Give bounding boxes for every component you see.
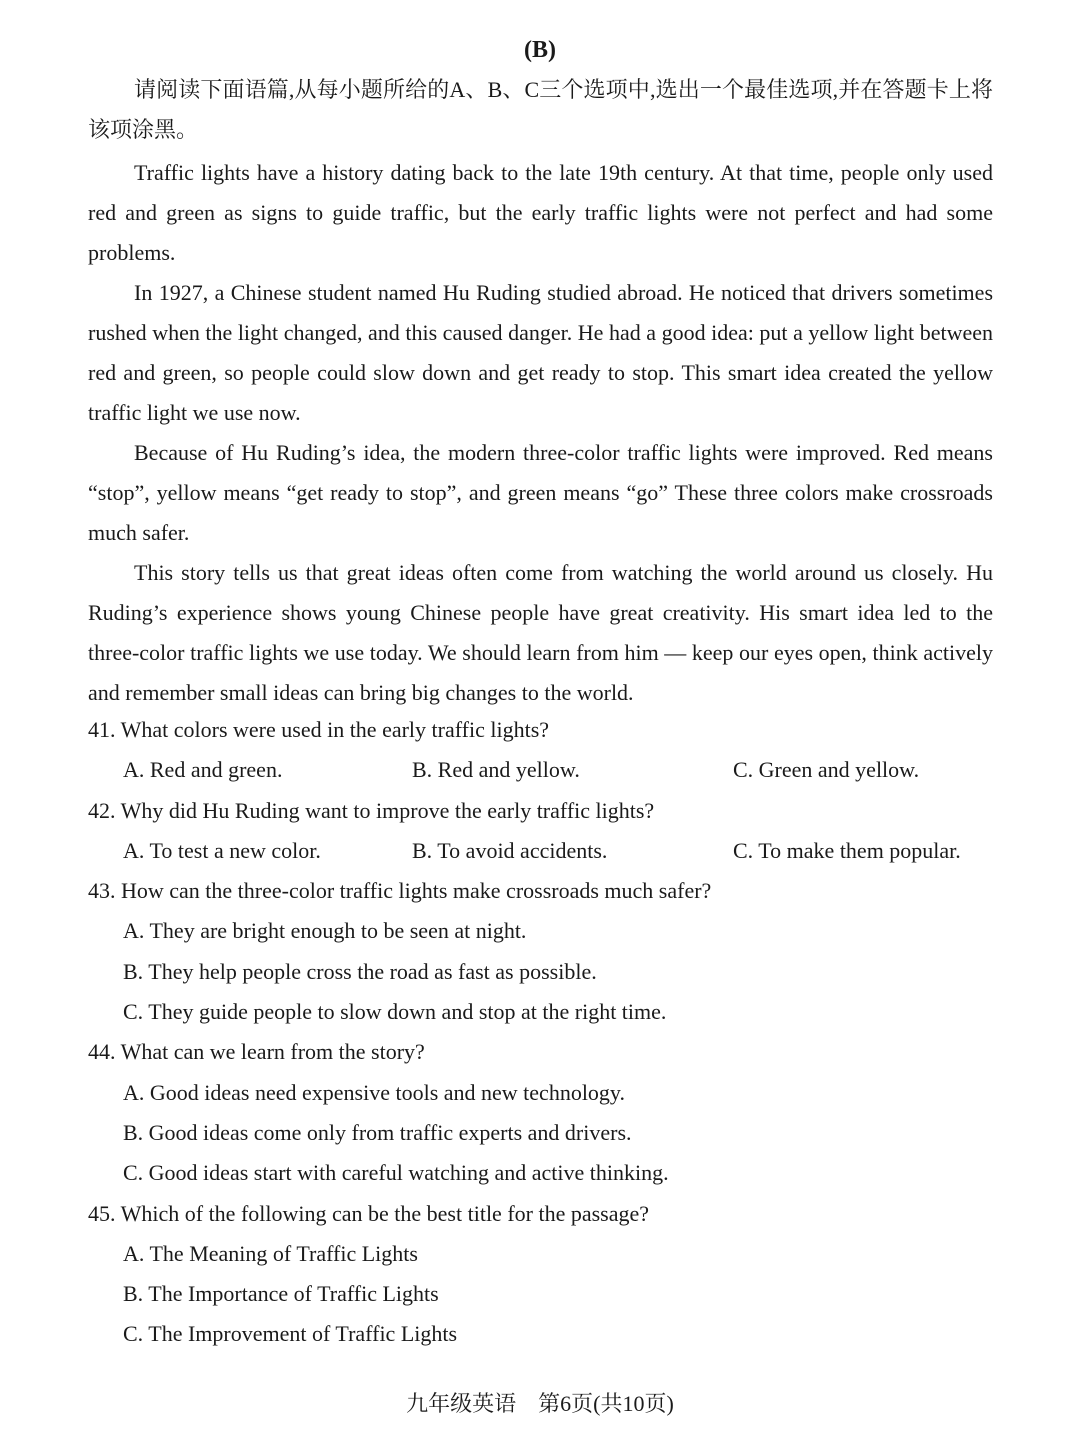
question-42: [88, 791, 993, 872]
option-c: C. They guide people to slow down and stop at the right time.: [123, 999, 667, 1025]
options: [88, 911, 993, 1032]
passage-paragraph: This story tells us that great ideas often come from watching the world around us closely. Hu Ruding’s experience shows young Chinese people have great creativity. His smart idea led to the three-color traffic lights we use today. We should learn from him — keep our eyes open, think actively and remember small ideas can bring big changes to the world.: [88, 560, 993, 705]
option-a: A. To test a new color.: [123, 837, 321, 863]
option-c: C. The Improvement of Traffic Lights: [123, 1321, 458, 1347]
option-c: C. To make them popular.: [733, 837, 961, 863]
option-c: C. Good ideas start with careful watching and active thinking.: [123, 1160, 669, 1186]
question-stem: 44. What can we learn from the story?: [88, 1039, 425, 1065]
question-45: [88, 1194, 993, 1355]
passage-paragraph: Traffic lights have a history dating back to the late 19th century. At that time, people only used red and green as signs to guide traffic, but the early traffic lights were not perfect and had some problems.: [88, 160, 993, 265]
question-stem: 43. How can the three-color traffic lights make crossroads much safer?: [88, 878, 712, 904]
options: [88, 1234, 993, 1355]
question-list: [88, 710, 993, 1355]
question-41: [88, 710, 993, 791]
option-a: A. The Meaning of Traffic Lights: [123, 1240, 418, 1266]
instructions: 请阅读下面语篇,从每小题所给的A、B、C三个选项中,选出一个最佳选项,并在答题卡上将该项涂黑。: [88, 77, 993, 142]
page-footer: [0, 1386, 1080, 1422]
option-a: A. They are bright enough to be seen at night.: [123, 918, 527, 944]
options: [88, 831, 993, 871]
section-title: (B): [524, 37, 556, 63]
option-b: B. They help people cross the road as fast as possible.: [123, 958, 597, 984]
question-43: [88, 871, 993, 1032]
question-44: [88, 1032, 993, 1193]
question-stem: 41. What colors were used in the early traffic lights?: [88, 717, 550, 742]
option-c: C. Green and yellow.: [733, 757, 920, 783]
passage-paragraph: Because of Hu Ruding’s idea, the modern three-color traffic lights were improved. Red means “stop”, yellow means “get ready to stop”, and green means “go” These three colors make crossroads much safer.: [88, 440, 993, 545]
reading-passage: [88, 153, 993, 713]
option-b: B. Good ideas come only from traffic experts and drivers.: [123, 1119, 632, 1145]
question-stem: 45. Which of the following can be the best title for the passage?: [88, 1200, 650, 1226]
passage-paragraph: In 1927, a Chinese student named Hu Ruding studied abroad. He noticed that drivers sometimes rushed when the light changed, and this caused danger. He had a good idea: put a yellow light between red and green, so people could slow down and get ready to stop. This smart idea created the yellow traffic light we use now.: [88, 280, 993, 425]
footer-subject: 九年级英语: [406, 1391, 517, 1416]
question-stem: 42. Why did Hu Ruding want to improve the early traffic lights?: [88, 797, 655, 823]
option-b: B. To avoid accidents.: [412, 837, 608, 863]
option-a: A. Red and green.: [123, 757, 283, 783]
options: [88, 750, 993, 790]
option-a: A. Good ideas need expensive tools and new technology.: [123, 1079, 626, 1105]
footer-page-number: 第6页(共10页): [538, 1391, 674, 1416]
option-b: B. The Importance of Traffic Lights: [123, 1281, 439, 1307]
option-b: B. Red and yellow.: [412, 757, 580, 783]
options: [88, 1073, 993, 1194]
